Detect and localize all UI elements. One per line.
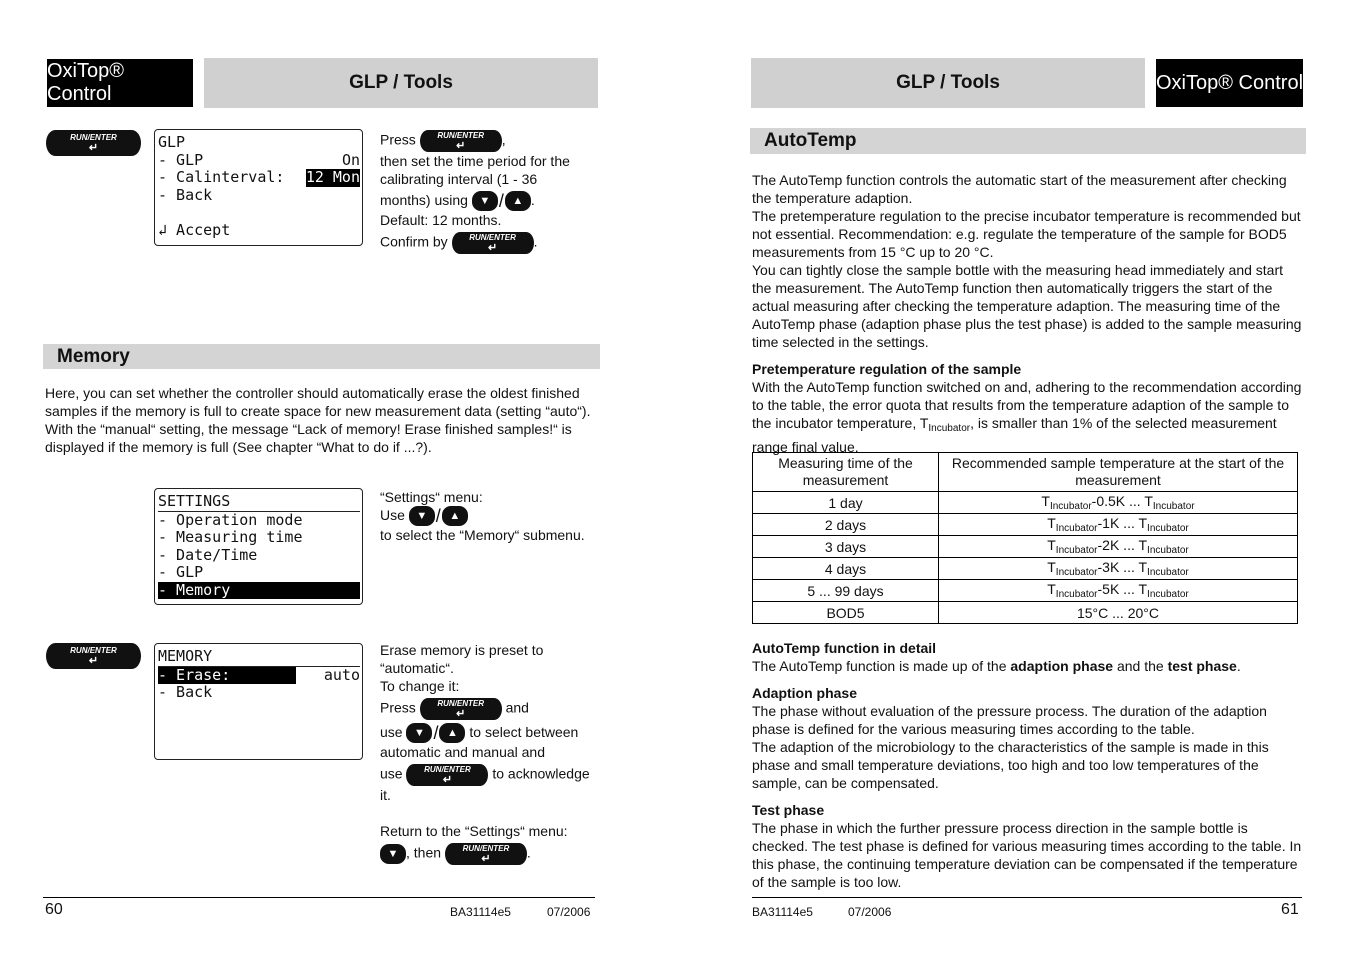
table-header-cell: Recommended sample temperature at the start of the measurement <box>939 453 1298 492</box>
run-enter-key-icon: RUN/ENTER ↵ <box>452 232 534 254</box>
lcd-row <box>158 204 360 222</box>
page-number: 61 <box>1281 901 1299 918</box>
lcd-row: - GLP On <box>158 150 360 169</box>
doc-id: BA31114e5 <box>752 905 813 919</box>
logo-text: OxiTop® Control <box>47 60 124 105</box>
section-title-memory: Memory <box>43 344 600 369</box>
page-header-right <box>751 58 1145 108</box>
autotemp-detail: AutoTemp function in detail The AutoTemp function is made up of the adaption phase and the test phase. Adaption phase The phase without evaluation of the pressure process. The duration of the adaption phase is defined for the various measuring times according to the table. The adaption of the microbiology to the characteristics of the sample is made in this phase and small temperature deviations, too high and too low temperatures of the sample, can be compensated. Test phase The phase in which the further pressure process direction in the sample bottle is checked. The test phase is defined for various measuring times according to the table. In this phase, the continuing temperature deviation can be compensated if the temperature of the sample is too low. <box>752 640 1302 890</box>
lcd-row: - Measuring time <box>158 528 303 546</box>
run-enter-key-icon: RUN/ENTER ↵ <box>406 764 488 786</box>
down-key-icon: ▼ <box>380 844 406 864</box>
run-enter-key-icon: RUN/ENTER ↵ <box>445 843 527 865</box>
table-header-row <box>753 453 1298 492</box>
lcd-title: MEMORY <box>158 648 360 667</box>
lcd-row-selected: - Memory <box>158 582 360 600</box>
memory-description: Here, you can set whether the controller should automatically erase the oldest finished samples if the memory is full to create space for new measurement data (setting “auto“). With the “manual“ setting, the message “Lack of memory! Erase finished samples!“ is displayed if the memory is full (See chapter “What to do if ...?). <box>45 385 591 455</box>
lcd-row: - Back <box>158 683 213 701</box>
lcd-row: - Operation mode <box>158 510 303 529</box>
table-header-cell: Measuring time of the measurement <box>753 453 939 492</box>
table-row: 4 days $T_{Incubator}-3K$ ... $T_{Incubator}$ <box>753 558 1298 580</box>
autotemp-body: The AutoTemp function controls the automatic start of the measurement after checking the temperature adaption. The pretemperature regulation to the precise incubator temperature is recommended but not essential. Recommendation: e.g. regulate the temperature of the sample for BOD5 measurements from 15 °C up to 20 °C. You can tightly close the sample bottle with the measuring head immediately and start the measurement. The AutoTemp function then automatically triggers the start of the actual measuring after checking the temperature adaption. The measuring time of the AutoTemp phase (adaption phase plus the test phase) is added to the sample measuring time selected in the settings. Pretemperature regulation of the sample With the AutoTemp function switched on and, adhering to the recommendation according to the table, the error quota that results from the temperature adaption of the sample to the incubator temperature, $T_{Incubator}$, is smaller than 1% of the selected measurement range final value. <box>752 172 1302 455</box>
up-down-keys-icon: ▼ / ▲ <box>472 191 531 211</box>
enter-arrow-icon: ↵ <box>88 142 99 154</box>
lcd-row: - Erase: auto <box>158 665 360 684</box>
lcd-row: - Calinterval: 12 Mon <box>158 168 360 186</box>
lcd-glp-screen <box>154 129 363 246</box>
page-header-left <box>204 58 598 108</box>
table-row: 5 ... 99 days $T_{Incubator}-5K$ ... $T_{Incubator}$ <box>753 580 1298 602</box>
table-row: 1 day $T_{Incubator}-0.5K$ ... $T_{Incubator}$ <box>753 492 1298 514</box>
run-enter-key-icon <box>46 130 141 156</box>
doc-date: 07/2006 <box>848 905 892 919</box>
temperature-table <box>752 452 1298 624</box>
table-row: BOD5 15°C ... 20°C <box>753 602 1298 624</box>
up-down-keys-icon: ▼ / ▲ <box>406 723 465 743</box>
header-title: GLP / Tools <box>349 72 453 93</box>
lcd-row: - Date/Time <box>158 545 258 564</box>
glp-instructions: Press RUN/ENTER ↵ , then set the time period for the calibrating interval (1 - 36 months) using ▼ / ▲ . Default: 12 months. Confirm by RUN/ENTER ↵ . <box>380 131 570 255</box>
page-number: 60 <box>45 901 63 918</box>
lcd-row: - Back <box>158 185 213 204</box>
erase-instructions: Erase memory is preset to “automatic“. To change it: Press RUN/ENTER ↵ and use ▼ / ▲ to select between automatic and manual and use RUN/ENTER ↵ to acknowledge it. Return to the “Settings“ menu: ▼ , then RUN/ENTER ↵ . <box>380 642 590 866</box>
doc-date: 07/2006 <box>547 905 591 919</box>
oxitop-logo-left <box>47 59 193 107</box>
table-row: 2 days $T_{Incubator}-1K$ ... $T_{Incubator}$ <box>753 514 1298 536</box>
lcd-memory-screen <box>154 643 363 760</box>
lcd-title: SETTINGS <box>158 493 360 512</box>
logo-text: OxiTop® Control <box>1156 71 1304 94</box>
lcd-settings-screen <box>154 488 363 605</box>
lcd-accept: ↲ Accept <box>158 220 231 239</box>
section-title-autotemp: AutoTemp <box>750 128 1306 154</box>
run-enter-key-icon: RUN/ENTER ↵ <box>46 643 141 669</box>
oxitop-logo-right <box>1156 59 1303 107</box>
lcd-title: GLP <box>158 133 186 151</box>
settings-instructions: “Settings“ menu: Use ▼ / ▲ to select the “Memory“ submenu. <box>380 489 585 544</box>
lcd-row: - GLP <box>158 563 204 581</box>
run-enter-key-icon: RUN/ENTER ↵ <box>420 130 502 152</box>
doc-id: BA31114e5 <box>450 905 511 919</box>
run-enter-key-icon: RUN/ENTER ↵ <box>420 698 502 720</box>
up-down-keys-icon: ▼ / ▲ <box>409 506 468 526</box>
table-row: 3 days $T_{Incubator}-2K$ ... $T_{Incubator}$ <box>753 536 1298 558</box>
footer-rule-left <box>43 897 595 898</box>
footer-rule-right <box>752 897 1302 898</box>
header-title: GLP / Tools <box>896 72 1000 93</box>
key-label: RUN/ENTER <box>70 133 117 142</box>
